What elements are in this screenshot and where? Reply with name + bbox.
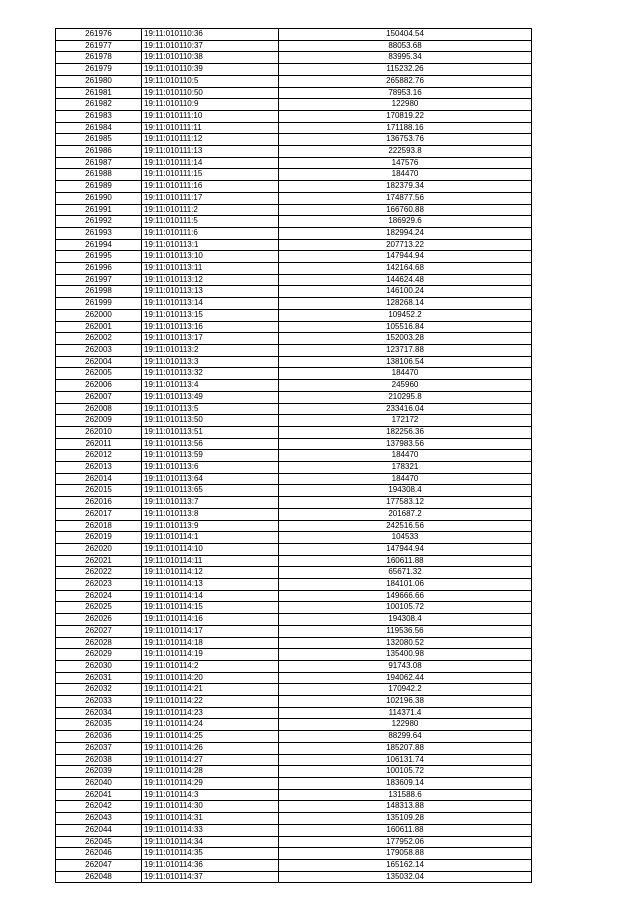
table-row: [56, 625, 532, 637]
amount-cell: 109452.2: [279, 309, 532, 321]
amount-cell: 119536.56: [279, 625, 532, 637]
cadastral-code-cell: 19:11:010114:26: [142, 742, 279, 754]
amount-cell: 182256.36: [279, 426, 532, 438]
amount-cell: 222593.8: [279, 146, 532, 158]
cadastral-code-cell: 19:11:010114:31: [142, 813, 279, 825]
cadastral-code-cell: 19:11:010114:3: [142, 789, 279, 801]
table-row: [56, 754, 532, 766]
amount-cell: 78953.16: [279, 87, 532, 99]
amount-cell: 115232.26: [279, 64, 532, 76]
row-number-cell: 262047: [56, 859, 142, 871]
cadastral-code-cell: 19:11:010110:5: [142, 75, 279, 87]
row-number-cell: 261993: [56, 227, 142, 239]
cadastral-code-cell: 19:11:010113:3: [142, 356, 279, 368]
table-row: [56, 309, 532, 321]
row-number-cell: 261990: [56, 192, 142, 204]
amount-cell: 150404.54: [279, 29, 532, 41]
row-number-cell: 261996: [56, 263, 142, 275]
row-number-cell: 261988: [56, 169, 142, 181]
cadastral-code-cell: 19:11:010114:30: [142, 801, 279, 813]
row-number-cell: 261986: [56, 146, 142, 158]
row-number-cell: 262046: [56, 848, 142, 860]
cadastral-code-cell: 19:11:010113:65: [142, 485, 279, 497]
table-row: [56, 766, 532, 778]
cadastral-code-cell: 19:11:010111:6: [142, 227, 279, 239]
row-number-cell: 262017: [56, 508, 142, 520]
table-row: [56, 204, 532, 216]
amount-cell: 128268.14: [279, 298, 532, 310]
table-row: [56, 134, 532, 146]
cadastral-code-cell: 19:11:010114:28: [142, 766, 279, 778]
amount-cell: 177952.06: [279, 836, 532, 848]
table-row: [56, 75, 532, 87]
amount-cell: 170819.22: [279, 110, 532, 122]
row-number-cell: 261999: [56, 298, 142, 310]
row-number-cell: 262019: [56, 532, 142, 544]
table-row: [56, 485, 532, 497]
table-row: [56, 742, 532, 754]
cadastral-code-cell: 19:11:010114:13: [142, 579, 279, 591]
table-row: [56, 462, 532, 474]
row-number-cell: 262000: [56, 309, 142, 321]
cadastral-code-cell: 19:11:010113:49: [142, 391, 279, 403]
amount-cell: 100105.72: [279, 602, 532, 614]
amount-cell: 105516.84: [279, 321, 532, 333]
row-number-cell: 261992: [56, 216, 142, 228]
table-row: [56, 40, 532, 52]
cadastral-code-cell: 19:11:010114:23: [142, 707, 279, 719]
table-row: [56, 778, 532, 790]
row-number-cell: 262025: [56, 602, 142, 614]
row-number-cell: 262030: [56, 660, 142, 672]
cadastral-code-cell: 19:11:010114:33: [142, 824, 279, 836]
cadastral-code-cell: 19:11:010114:20: [142, 672, 279, 684]
table-row: [56, 859, 532, 871]
cadastral-code-cell: 19:11:010110:39: [142, 64, 279, 76]
row-number-cell: 261984: [56, 122, 142, 134]
amount-cell: 122980: [279, 719, 532, 731]
amount-cell: 171188.16: [279, 122, 532, 134]
amount-cell: 142164.68: [279, 263, 532, 275]
table-row: [56, 707, 532, 719]
table-row: [56, 579, 532, 591]
cadastral-code-cell: 19:11:010114:37: [142, 871, 279, 883]
row-number-cell: 262032: [56, 684, 142, 696]
table-row: [56, 29, 532, 41]
row-number-cell: 262048: [56, 871, 142, 883]
amount-cell: 65671.32: [279, 567, 532, 579]
amount-cell: 104533: [279, 532, 532, 544]
table-row: [56, 415, 532, 427]
table-row: [56, 251, 532, 263]
row-number-cell: 261982: [56, 99, 142, 111]
row-number-cell: 262024: [56, 590, 142, 602]
amount-cell: 135032.04: [279, 871, 532, 883]
row-number-cell: 262045: [56, 836, 142, 848]
cadastral-code-cell: 19:11:010113:11: [142, 263, 279, 275]
amount-cell: 148313.88: [279, 801, 532, 813]
table-row: [56, 590, 532, 602]
cadastral-code-cell: 19:11:010111:12: [142, 134, 279, 146]
table-row: [56, 356, 532, 368]
row-number-cell: 262036: [56, 731, 142, 743]
table-row: [56, 871, 532, 883]
cadastral-code-cell: 19:11:010113:64: [142, 473, 279, 485]
row-number-cell: 261977: [56, 40, 142, 52]
row-number-cell: 262041: [56, 789, 142, 801]
amount-cell: 245960: [279, 380, 532, 392]
amount-cell: 147944.94: [279, 543, 532, 555]
table-row: [56, 216, 532, 228]
row-number-cell: 262039: [56, 766, 142, 778]
cadastral-code-cell: 19:11:010110:50: [142, 87, 279, 99]
table-row: [56, 555, 532, 567]
cadastral-code-cell: 19:11:010113:7: [142, 497, 279, 509]
amount-cell: 146100.24: [279, 286, 532, 298]
amount-cell: 149666.66: [279, 590, 532, 602]
row-number-cell: 262028: [56, 637, 142, 649]
table-row: [56, 497, 532, 509]
table-row: [56, 368, 532, 380]
cadastral-code-cell: 19:11:010113:8: [142, 508, 279, 520]
cadastral-code-cell: 19:11:010111:14: [142, 157, 279, 169]
amount-cell: 184470: [279, 368, 532, 380]
amount-cell: 132080.52: [279, 637, 532, 649]
amount-cell: 136753.76: [279, 134, 532, 146]
cadastral-code-cell: 19:11:010111:13: [142, 146, 279, 158]
table-row: [56, 848, 532, 860]
amount-cell: 194062.44: [279, 672, 532, 684]
amount-cell: 88299.64: [279, 731, 532, 743]
cadastral-code-cell: 19:11:010114:1: [142, 532, 279, 544]
amount-cell: 152003.28: [279, 333, 532, 345]
row-number-cell: 261995: [56, 251, 142, 263]
amount-cell: 233416.04: [279, 403, 532, 415]
amount-cell: 182994.24: [279, 227, 532, 239]
row-number-cell: 262026: [56, 614, 142, 626]
table-row: [56, 110, 532, 122]
amount-cell: 174877.56: [279, 192, 532, 204]
row-number-cell: 261998: [56, 286, 142, 298]
cadastral-code-cell: 19:11:010113:10: [142, 251, 279, 263]
row-number-cell: 262004: [56, 356, 142, 368]
cadastral-code-cell: 19:11:010114:16: [142, 614, 279, 626]
cadastral-code-cell: 19:11:010111:10: [142, 110, 279, 122]
amount-cell: 135109.28: [279, 813, 532, 825]
amount-cell: 160611.88: [279, 555, 532, 567]
cadastral-code-cell: 19:11:010113:59: [142, 450, 279, 462]
row-number-cell: 262037: [56, 742, 142, 754]
row-number-cell: 262010: [56, 426, 142, 438]
amount-cell: 91743.08: [279, 660, 532, 672]
table-row: [56, 263, 532, 275]
row-number-cell: 262031: [56, 672, 142, 684]
row-number-cell: 262035: [56, 719, 142, 731]
cadastral-code-cell: 19:11:010113:51: [142, 426, 279, 438]
table-row: [56, 508, 532, 520]
table-row: [56, 637, 532, 649]
row-number-cell: 261985: [56, 134, 142, 146]
cadastral-code-cell: 19:11:010110:36: [142, 29, 279, 41]
row-number-cell: 262044: [56, 824, 142, 836]
table-row: [56, 192, 532, 204]
amount-cell: 179058.88: [279, 848, 532, 860]
table-row: [56, 239, 532, 251]
amount-cell: 185207.88: [279, 742, 532, 754]
amount-cell: 147576: [279, 157, 532, 169]
data-table: [55, 28, 532, 883]
amount-cell: 265882.76: [279, 75, 532, 87]
table-row: [56, 824, 532, 836]
amount-cell: 201687.2: [279, 508, 532, 520]
table-row: [56, 227, 532, 239]
table-row: [56, 801, 532, 813]
row-number-cell: 262001: [56, 321, 142, 333]
amount-cell: 135400.98: [279, 649, 532, 661]
row-number-cell: 262027: [56, 625, 142, 637]
cadastral-code-cell: 19:11:010113:5: [142, 403, 279, 415]
cadastral-code-cell: 19:11:010110:37: [142, 40, 279, 52]
row-number-cell: 262018: [56, 520, 142, 532]
row-number-cell: 262008: [56, 403, 142, 415]
cadastral-code-cell: 19:11:010113:12: [142, 274, 279, 286]
table-row: [56, 99, 532, 111]
amount-cell: 100105.72: [279, 766, 532, 778]
cadastral-code-cell: 19:11:010114:29: [142, 778, 279, 790]
amount-cell: 170942.2: [279, 684, 532, 696]
table-row: [56, 649, 532, 661]
row-number-cell: 261983: [56, 110, 142, 122]
cadastral-code-cell: 19:11:010114:19: [142, 649, 279, 661]
table-row: [56, 321, 532, 333]
row-number-cell: 262042: [56, 801, 142, 813]
amount-cell: 131588.6: [279, 789, 532, 801]
table-row: [56, 450, 532, 462]
table-row: [56, 731, 532, 743]
row-number-cell: 262011: [56, 438, 142, 450]
table-row: [56, 520, 532, 532]
amount-cell: 137983.56: [279, 438, 532, 450]
table-row: [56, 52, 532, 64]
table-row: [56, 696, 532, 708]
amount-cell: 194308.4: [279, 614, 532, 626]
cadastral-code-cell: 19:11:010114:18: [142, 637, 279, 649]
row-number-cell: 262006: [56, 380, 142, 392]
row-number-cell: 261980: [56, 75, 142, 87]
cadastral-code-cell: 19:11:010114:12: [142, 567, 279, 579]
row-number-cell: 262007: [56, 391, 142, 403]
table-row: [56, 614, 532, 626]
amount-cell: 182379.34: [279, 181, 532, 193]
document-sheet: [55, 28, 531, 883]
amount-cell: 184101.06: [279, 579, 532, 591]
cadastral-code-cell: 19:11:010113:15: [142, 309, 279, 321]
row-number-cell: 262005: [56, 368, 142, 380]
amount-cell: 165162.14: [279, 859, 532, 871]
row-number-cell: 262023: [56, 579, 142, 591]
cadastral-code-cell: 19:11:010113:14: [142, 298, 279, 310]
cadastral-code-cell: 19:11:010114:2: [142, 660, 279, 672]
cadastral-code-cell: 19:11:010114:14: [142, 590, 279, 602]
table-body: [56, 29, 532, 883]
amount-cell: 147944.94: [279, 251, 532, 263]
row-number-cell: 261976: [56, 29, 142, 41]
table-row: [56, 684, 532, 696]
cadastral-code-cell: 19:11:010114:24: [142, 719, 279, 731]
cadastral-code-cell: 19:11:010114:36: [142, 859, 279, 871]
amount-cell: 194308.4: [279, 485, 532, 497]
row-number-cell: 262033: [56, 696, 142, 708]
amount-cell: 207713.22: [279, 239, 532, 251]
cadastral-code-cell: 19:11:010113:6: [142, 462, 279, 474]
table-row: [56, 298, 532, 310]
row-number-cell: 262009: [56, 415, 142, 427]
cadastral-code-cell: 19:11:010114:15: [142, 602, 279, 614]
amount-cell: 122980: [279, 99, 532, 111]
amount-cell: 242516.56: [279, 520, 532, 532]
table-row: [56, 567, 532, 579]
row-number-cell: 262040: [56, 778, 142, 790]
row-number-cell: 261997: [56, 274, 142, 286]
row-number-cell: 261989: [56, 181, 142, 193]
cadastral-code-cell: 19:11:010114:22: [142, 696, 279, 708]
row-number-cell: 262002: [56, 333, 142, 345]
cadastral-code-cell: 19:11:010111:5: [142, 216, 279, 228]
cadastral-code-cell: 19:11:010114:27: [142, 754, 279, 766]
table-row: [56, 344, 532, 356]
table-row: [56, 719, 532, 731]
cadastral-code-cell: 19:11:010113:9: [142, 520, 279, 532]
table-row: [56, 532, 532, 544]
cadastral-code-cell: 19:11:010113:32: [142, 368, 279, 380]
row-number-cell: 262038: [56, 754, 142, 766]
table-row: [56, 64, 532, 76]
amount-cell: 172172: [279, 415, 532, 427]
cadastral-code-cell: 19:11:010114:34: [142, 836, 279, 848]
row-number-cell: 262034: [56, 707, 142, 719]
amount-cell: 102196.38: [279, 696, 532, 708]
cadastral-code-cell: 19:11:010113:56: [142, 438, 279, 450]
cadastral-code-cell: 19:11:010114:10: [142, 543, 279, 555]
cadastral-code-cell: 19:11:010111:16: [142, 181, 279, 193]
table-row: [56, 391, 532, 403]
cadastral-code-cell: 19:11:010110:9: [142, 99, 279, 111]
amount-cell: 114371.4: [279, 707, 532, 719]
amount-cell: 183609.14: [279, 778, 532, 790]
row-number-cell: 262022: [56, 567, 142, 579]
row-number-cell: 262014: [56, 473, 142, 485]
amount-cell: 83995.34: [279, 52, 532, 64]
row-number-cell: 262013: [56, 462, 142, 474]
table-row: [56, 403, 532, 415]
cadastral-code-cell: 19:11:010111:17: [142, 192, 279, 204]
table-row: [56, 426, 532, 438]
table-row: [56, 181, 532, 193]
cadastral-code-cell: 19:11:010114:21: [142, 684, 279, 696]
table-row: [56, 602, 532, 614]
row-number-cell: 262012: [56, 450, 142, 462]
table-row: [56, 380, 532, 392]
row-number-cell: 262020: [56, 543, 142, 555]
amount-cell: 184470: [279, 450, 532, 462]
cadastral-code-cell: 19:11:010113:16: [142, 321, 279, 333]
cadastral-code-cell: 19:11:010114:17: [142, 625, 279, 637]
table-row: [56, 146, 532, 158]
table-row: [56, 157, 532, 169]
amount-cell: 210295.8: [279, 391, 532, 403]
row-number-cell: 262029: [56, 649, 142, 661]
cadastral-code-cell: 19:11:010113:13: [142, 286, 279, 298]
table-row: [56, 836, 532, 848]
amount-cell: 177583.12: [279, 497, 532, 509]
amount-cell: 166760.88: [279, 204, 532, 216]
cadastral-code-cell: 19:11:010113:17: [142, 333, 279, 345]
cadastral-code-cell: 19:11:010113:4: [142, 380, 279, 392]
amount-cell: 184470: [279, 473, 532, 485]
table-row: [56, 672, 532, 684]
table-row: [56, 438, 532, 450]
cadastral-code-cell: 19:11:010110:38: [142, 52, 279, 64]
table-row: [56, 286, 532, 298]
table-row: [56, 660, 532, 672]
row-number-cell: 262016: [56, 497, 142, 509]
cadastral-code-cell: 19:11:010111:15: [142, 169, 279, 181]
table-row: [56, 169, 532, 181]
row-number-cell: 261981: [56, 87, 142, 99]
cadastral-code-cell: 19:11:010113:2: [142, 344, 279, 356]
amount-cell: 138106.54: [279, 356, 532, 368]
table-row: [56, 333, 532, 345]
row-number-cell: 261991: [56, 204, 142, 216]
row-number-cell: 262021: [56, 555, 142, 567]
cadastral-code-cell: 19:11:010114:25: [142, 731, 279, 743]
table-row: [56, 813, 532, 825]
amount-cell: 178321: [279, 462, 532, 474]
cadastral-code-cell: 19:11:010111:2: [142, 204, 279, 216]
table-row: [56, 789, 532, 801]
amount-cell: 184470: [279, 169, 532, 181]
amount-cell: 160611.88: [279, 824, 532, 836]
row-number-cell: 261978: [56, 52, 142, 64]
cadastral-code-cell: 19:11:010114:11: [142, 555, 279, 567]
amount-cell: 144624.48: [279, 274, 532, 286]
amount-cell: 106131.74: [279, 754, 532, 766]
table-row: [56, 274, 532, 286]
row-number-cell: 261987: [56, 157, 142, 169]
amount-cell: 88053.68: [279, 40, 532, 52]
cadastral-code-cell: 19:11:010113:50: [142, 415, 279, 427]
row-number-cell: 262043: [56, 813, 142, 825]
cadastral-code-cell: 19:11:010111:11: [142, 122, 279, 134]
table-row: [56, 543, 532, 555]
amount-cell: 186929.6: [279, 216, 532, 228]
table-row: [56, 473, 532, 485]
row-number-cell: 261994: [56, 239, 142, 251]
table-row: [56, 87, 532, 99]
row-number-cell: 262003: [56, 344, 142, 356]
row-number-cell: 261979: [56, 64, 142, 76]
row-number-cell: 262015: [56, 485, 142, 497]
cadastral-code-cell: 19:11:010113:1: [142, 239, 279, 251]
table-row: [56, 122, 532, 134]
amount-cell: 123717.88: [279, 344, 532, 356]
cadastral-code-cell: 19:11:010114:35: [142, 848, 279, 860]
